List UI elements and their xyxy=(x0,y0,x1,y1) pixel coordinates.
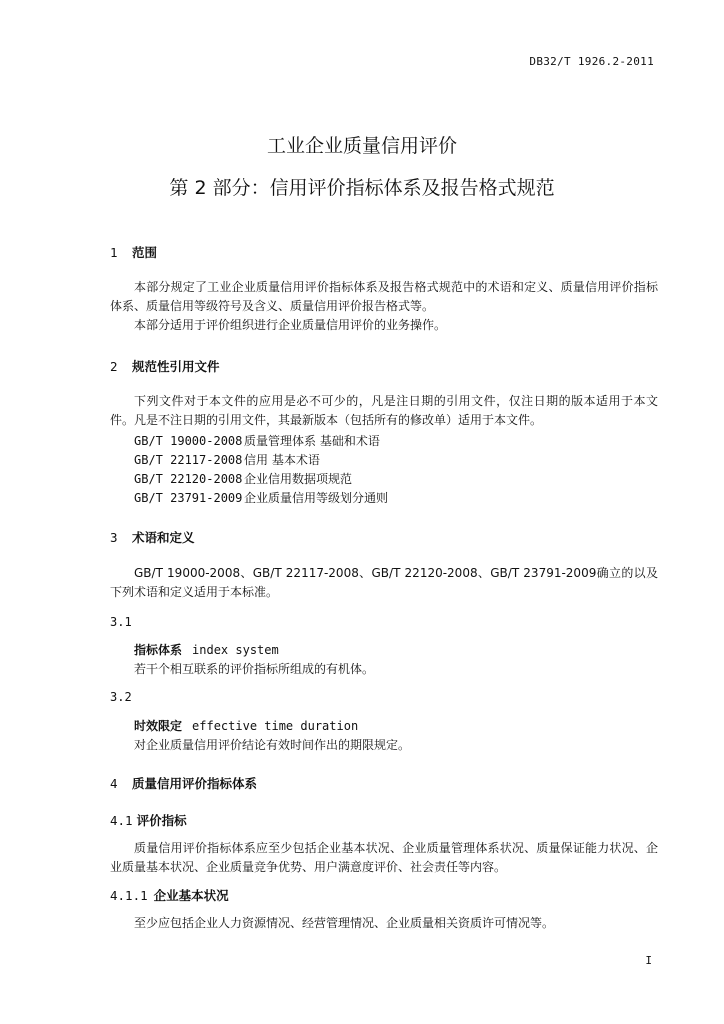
reference-item xyxy=(134,489,388,506)
section-title: 规范性引用文件 xyxy=(132,359,220,374)
reference-title: 企业质量信用等级划分通则 xyxy=(244,491,389,505)
section-number: 1 xyxy=(110,245,118,260)
term-definition: 对企业质量信用评价结论有效时间作出的期限规定。 xyxy=(134,738,411,752)
subsection-4-1-heading xyxy=(110,811,187,829)
section-title: 范围 xyxy=(132,245,158,260)
term-definition: 若干个相互联系的评价指标所组成的有机体。 xyxy=(134,662,375,676)
page-number: I xyxy=(645,954,652,967)
term-entry xyxy=(134,641,279,658)
reference-code: GB/T 23791-2009 xyxy=(134,491,243,505)
reference-code: GB/T 19000-2008 xyxy=(134,434,243,448)
section-1-paragraph-1: 本部分规定了工业企业质量信用评价指标体系及报告格式规范中的术语和定义、质量信用评价指标体系、质量信用等级符号及含义、质量信用评价报告格式等。 xyxy=(110,280,658,313)
term-chinese: 指标体系 xyxy=(134,643,183,657)
term-number: 3.2 xyxy=(110,690,132,704)
reference-title: 质量管理体系 基础和术语 xyxy=(244,434,380,448)
section-4-heading xyxy=(110,774,257,792)
section-number: 4 xyxy=(110,776,118,791)
term-english: index system xyxy=(192,643,279,657)
section-2-heading xyxy=(110,357,220,375)
section-3-heading xyxy=(110,528,195,546)
subsection-number: 4.1.1 xyxy=(110,888,148,903)
subsection-title: 企业基本状况 xyxy=(153,888,229,903)
section-1-paragraph-2: 本部分适用于评价组织进行企业质量信用评价的业务操作。 xyxy=(134,318,447,332)
section-title: 术语和定义 xyxy=(132,530,195,545)
reference-item xyxy=(134,470,352,487)
section-2-paragraph-1: 下列文件对于本文件的应用是必不可少的，凡是注日期的引用文件，仅注日期的版本适用于本文件。凡是不注日期的引用文件，其最新版本（包括所有的修改单）适用于本文件。 xyxy=(110,394,658,427)
reference-title: 企业信用数据项规范 xyxy=(244,472,353,486)
section-title: 质量信用评价指标体系 xyxy=(132,776,258,791)
section-number: 3 xyxy=(110,530,118,545)
subsection-4-1-1-heading xyxy=(110,886,229,904)
reference-code: GB/T 22120-2008 xyxy=(134,472,243,486)
reference-item xyxy=(134,432,380,449)
term-entry xyxy=(134,717,358,734)
subsection-title: 评价指标 xyxy=(136,813,187,828)
section-number: 2 xyxy=(110,359,118,374)
reference-item xyxy=(134,451,320,468)
reference-title: 信用 基本术语 xyxy=(244,453,320,467)
term-number: 3.1 xyxy=(110,615,132,629)
subsection-4-1-paragraph: 质量信用评价指标体系应至少包括企业基本状况、企业质量管理体系状况、质量保证能力状况、企业质量基本状况、企业质量竞争优势、用户满意度评价、社会责任等内容。 xyxy=(110,841,658,874)
section-1-heading xyxy=(110,243,157,261)
reference-code: GB/T 22117-2008 xyxy=(134,453,243,467)
document-title: 工业企业质量信用评价 xyxy=(266,135,457,157)
subsection-number: 4.1 xyxy=(110,813,133,828)
section-3-paragraph-1: GB/T 19000-2008、GB/T 22117-2008、GB/T 22120-2008、GB/T 23791-2009确立的以及下列术语和定义适用于本标准。 xyxy=(110,566,658,599)
subsection-4-1-1-paragraph: 至少应包括企业人力资源情况、经营管理情况、企业质量相关资质许可情况等。 xyxy=(134,916,555,930)
term-chinese: 时效限定 xyxy=(134,719,183,733)
term-english: effective time duration xyxy=(192,719,359,733)
document-subtitle: 第 2 部分：信用评价指标体系及报告格式规范 xyxy=(169,177,555,199)
standard-number: DB32/T 1926.2-2011 xyxy=(529,55,654,68)
